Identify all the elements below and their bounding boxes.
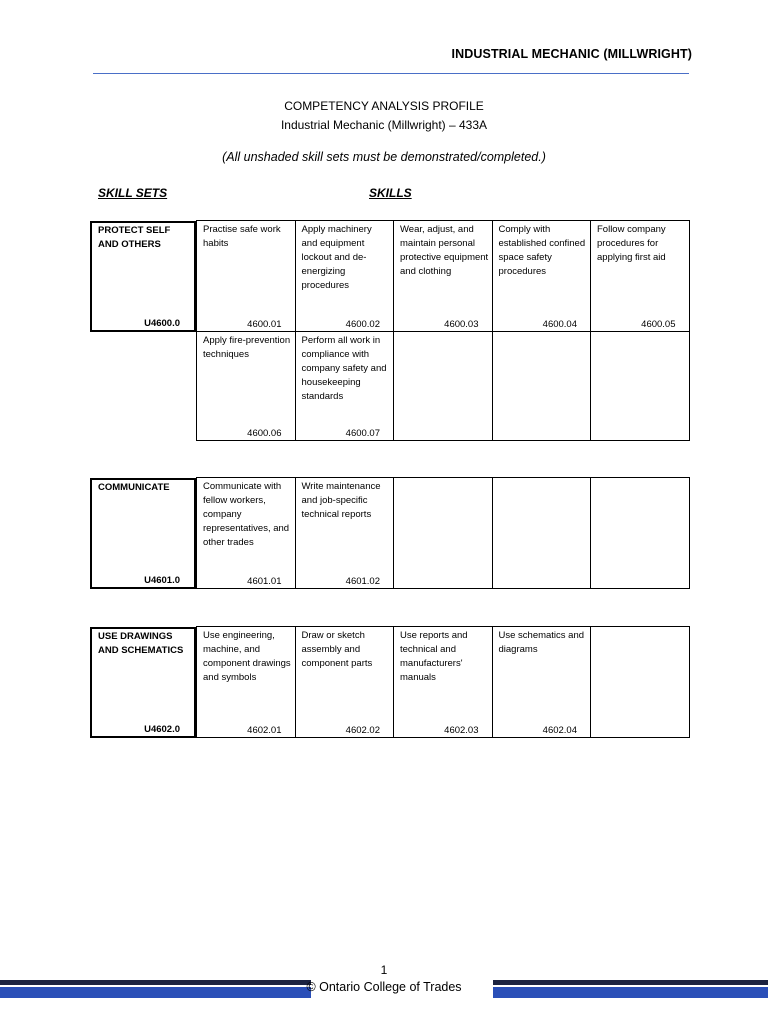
skill-cell-empty [492, 331, 592, 441]
doc-note: (All unshaded skill sets must be demonstrated/completed.) [222, 150, 546, 164]
skill-cell [196, 220, 296, 332]
skill-set-code: U4602.0 [144, 724, 180, 735]
skill-text: Write maintenance and job-specific technical reports [301, 481, 381, 520]
skill-number: 4601.02 [345, 576, 380, 587]
page-number: 1 [380, 963, 388, 977]
skill-set-box [90, 478, 196, 589]
copyright-text: © Ontario College of Trades [306, 980, 462, 994]
skill-number: 4602.04 [542, 725, 577, 736]
skills-grid [196, 627, 690, 738]
skills-row [196, 332, 690, 441]
skill-text: Draw or sketch assembly and component parts [301, 630, 373, 669]
skill-number: 4600.05 [641, 319, 676, 330]
skill-cell [196, 331, 296, 441]
skill-cell [393, 626, 493, 738]
skill-text: Perform all work in compliance with company safety and housekeeping standards [301, 335, 387, 402]
skill-cell [492, 626, 592, 738]
skill-set-box [90, 627, 196, 738]
footer-bar-right-blue [493, 987, 768, 998]
skill-number: 4602.01 [247, 725, 282, 736]
skills-label: SKILLS [369, 186, 412, 200]
skill-number: 4601.01 [247, 576, 282, 587]
skill-text: Apply machinery and equipment lockout and de-energizing procedures [301, 224, 372, 291]
skill-cell [295, 477, 395, 589]
skill-text: Practise safe work habits [203, 224, 281, 249]
skill-text: Use schematics and diagrams [498, 630, 585, 655]
skill-text: Wear, adjust, and maintain personal protective equipment and clothing [400, 224, 489, 277]
skill-cell-empty [590, 626, 690, 738]
skill-number: 4600.03 [444, 319, 479, 330]
skills-row [196, 627, 690, 738]
skill-set-box [90, 221, 196, 332]
skill-cell [196, 477, 296, 589]
skill-set-code: U4601.0 [144, 575, 180, 586]
header-rule [93, 73, 689, 74]
skill-number: 4602.03 [444, 725, 479, 736]
skill-cell [295, 626, 395, 738]
skills-row [196, 478, 690, 589]
skill-set-name: PROTECT SELF AND OTHERS [98, 225, 171, 250]
skill-cell-empty [590, 331, 690, 441]
skill-number: 4602.02 [345, 725, 380, 736]
skill-cell [393, 220, 493, 332]
skill-cell [295, 331, 395, 441]
skill-cell-empty [393, 331, 493, 441]
skill-set-code: U4600.0 [144, 318, 180, 329]
skill-number: 4600.06 [247, 428, 282, 439]
skill-cell [196, 626, 296, 738]
skill-number: 4600.04 [542, 319, 577, 330]
skill-cell-empty [492, 477, 592, 589]
doc-subtitle: Industrial Mechanic (Millwright) – 433A [280, 118, 488, 132]
skill-text: Use engineering, machine, and component drawings and symbols [203, 630, 291, 683]
skill-sets-label: SKILL SETS [98, 186, 168, 200]
skill-text: Follow company procedures for applying first aid [597, 224, 666, 263]
skill-cell [492, 220, 592, 332]
running-header: INDUSTRIAL MECHANIC (MILLWRIGHT) [451, 47, 692, 61]
doc-title: COMPETENCY ANALYSIS PROFILE [284, 99, 484, 113]
skills-grid [196, 478, 690, 589]
skills-row [196, 221, 690, 332]
skill-number: 4600.02 [345, 319, 380, 330]
skill-text: Apply fire-prevention techniques [203, 335, 291, 360]
skill-text: Communicate with fellow workers, company representatives, and other trades [203, 481, 290, 548]
skills-grid [196, 221, 690, 441]
footer-bar-right-dark [493, 980, 768, 985]
skill-number: 4600.01 [247, 319, 282, 330]
skill-cell-empty [590, 477, 690, 589]
skill-cell [590, 220, 690, 332]
skill-cell [295, 220, 395, 332]
skill-set-name: COMMUNICATE [98, 482, 170, 493]
skill-text: Comply with established confined space safety procedures [498, 224, 586, 277]
skill-text: Use reports and technical and manufacturers' manuals [400, 630, 468, 683]
skill-set-name: USE DRAWINGS AND SCHEMATICS [98, 631, 184, 656]
skill-number: 4600.07 [345, 428, 380, 439]
skill-cell-empty [393, 477, 493, 589]
